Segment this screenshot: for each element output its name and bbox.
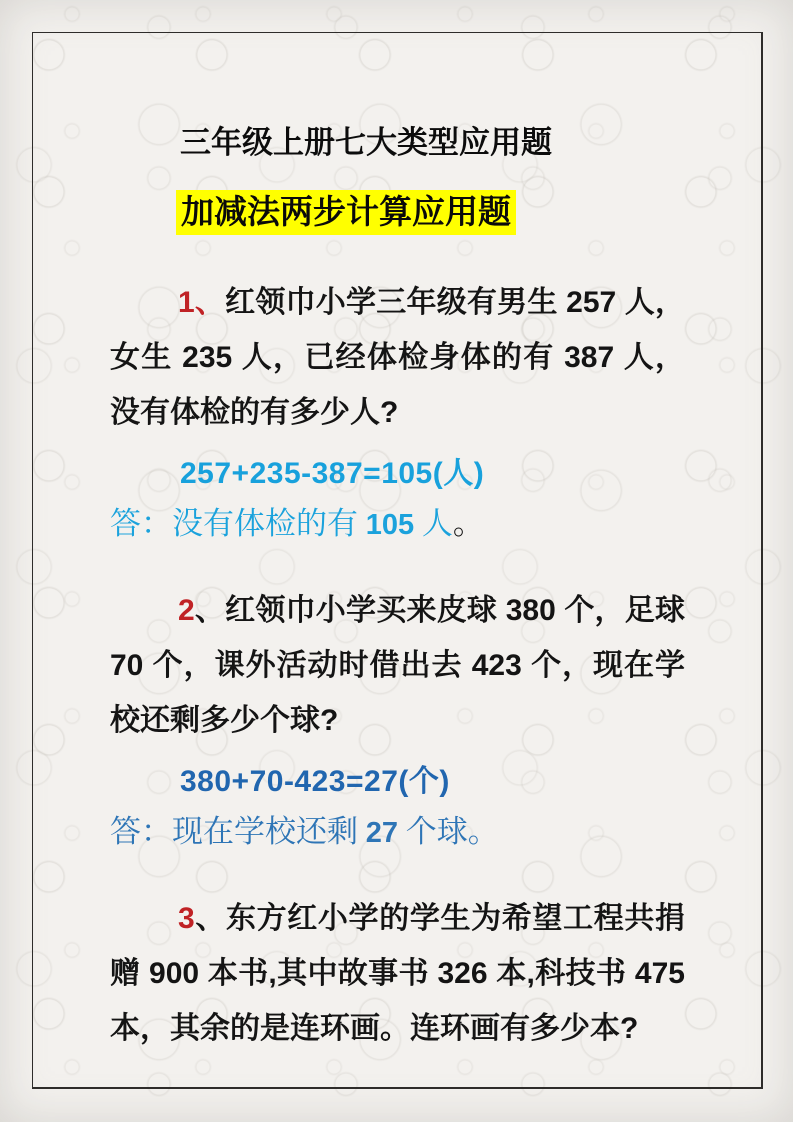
doc-title: 三年级上册七大类型应用题 [180,125,552,160]
problem-2-number: 2 [178,594,195,627]
problem-2-answer-text: 答：现在学校还剩 [110,814,366,849]
problem-1-question-text: 红领巾小学三年级有男生 257 人，女生 235 人，已经体检身体的有 387 人，没有体检的有多少人? [110,286,685,429]
problem-1-answer-unit: 人 [414,506,453,541]
problem-2-number-separator: 、 [194,594,226,627]
problem-3 [110,891,685,1056]
problem-2-equation: 380+70-423=27(个) [180,765,450,798]
problem-2-answer-unit: 个球。 [398,814,499,849]
page-border-frame [32,32,763,1089]
problem-2 [110,583,685,748]
problem-1-answer [110,501,685,548]
problem-2-answer-number: 27 [365,817,399,849]
problem-1-answer-number: 105 [365,509,415,541]
problem-3-question-text: 东方红小学的学生为希望工程共捐赠 900 本书,其中故事书 326 本,科技书 475 本，其余的是连环画。连环画有多少本? [110,902,686,1045]
problem-2-question-text: 红领巾小学买来皮球 380 个，足球 70 个，课外活动时借出去 423 个，现在学校还剩多少个球? [110,594,685,737]
problem-2-answer [110,809,685,856]
section-heading-row [176,190,685,235]
section-heading-highlighted: 加减法两步计算应用题 [176,190,516,235]
problem-1-answer-period: 。 [452,506,484,541]
problem-1-equation: 257+235-387=105(人) [180,457,485,490]
problem-3-number: 3 [178,902,195,935]
problem-1-number: 1、 [178,286,226,319]
problem-1-answer-text: 答：没有体检的有 [110,506,366,541]
problem-1 [110,275,685,440]
problem-3-number-separator: 、 [194,902,226,935]
worksheet-content [33,33,761,1087]
